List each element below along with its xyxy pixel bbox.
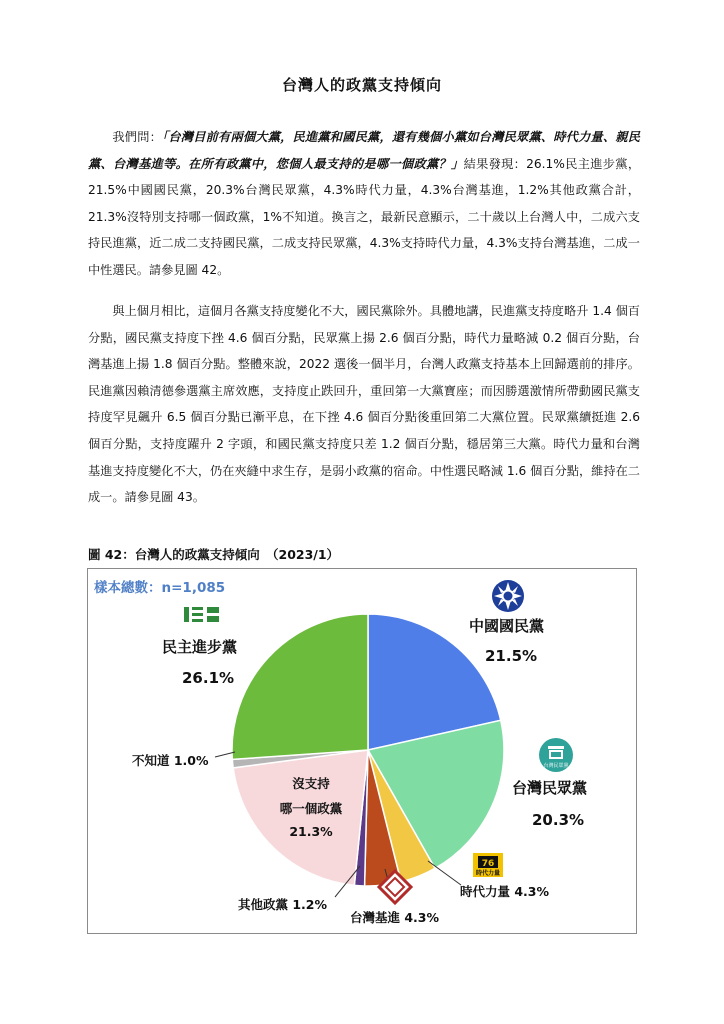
- tpp-logo-text: 台灣民眾黨: [543, 763, 569, 769]
- paragraph-1: [88, 124, 640, 284]
- neutral-label-line2: 哪一個政黨: [279, 801, 343, 816]
- survey-question: 「台灣目前有兩個大黨，民進黨和國民黨，還有幾個小黨如台灣民眾黨、時代力量、親民黨、台灣基進等。在所有政黨中，您個人最支持的是哪一個政黨？」: [88, 130, 640, 171]
- pie-slices: [232, 614, 504, 886]
- figure-caption: 圖 42：台灣人的政黨支持傾向 （2023/1）: [88, 547, 340, 562]
- tpp-label: 台灣民眾黨: [512, 779, 588, 797]
- paragraph-2-body: 與上個月相比，這個月各黨支持度變化不大，國民黨除外。具體地講，民進黨支持度略升 1.4 個百分點，國民黨支持度下挫 4.6 個百分點，民眾黨上揚 2.6 個百分點，時代力量略減 0.2 個百分點，台灣基進上揚 1.8 個百分點。整體來說，2022 選後一個半月，台灣人政黨支持基本上回歸選前的排序。民進黨因賴清德參選黨主席效應，支持度止跌回升，重回第一大黨寶座；而因勝選激情所帶動國民黨支持度罕見飆升 6.5 個百分點已漸平息，在下挫 4.6 個百分點後重回第二大黨位置。民眾黨續挺進 2.6 個百分點，支持度躍升 2 字頭，和國民黨支持度只差 1.2 個百分點，穩居第三大黨。時代力量和台灣基進支持度變化不大，仍在夾縫中求生存，是弱小政黨的宿命。中性選民略減 1.6 個百分點，維持在二成一。請參見圖 43。: [88, 304, 640, 505]
- pie-slice-neutral: [233, 750, 368, 885]
- tpp-percent: 20.3%: [532, 811, 585, 829]
- dpp-percent: 26.1%: [182, 669, 235, 687]
- pie-slice-dpp: [232, 614, 368, 759]
- kmt-logo-icon: [492, 580, 524, 612]
- svg-text:76: 76: [481, 859, 495, 869]
- sample-size-label: 樣本總數：n=1,085: [94, 580, 226, 596]
- npp-label: 時代力量 4.3%: [460, 884, 550, 899]
- pie-chart-figure: [87, 568, 637, 934]
- npp-logo-text: 時代力量: [475, 870, 501, 877]
- paragraph-1-body: 結果發現：26.1%民主進步黨，21.5%中國國民黨，20.3%台灣民眾黨，4.3%時代力量，4.3%台灣基進，1.2%其他政黨合計，21.3%沒特別支持哪一個政黨，1%不知道。換言之，最新民意顯示，二十歲以上台灣人中，二成六支持民進黨，近二成二支持國民黨，二成支持民眾黨，4.3%支持時代力量，4.3%支持台灣基進，二成一中性選民。請參見圖 42。: [88, 156, 641, 277]
- dpp-label: 民主進步黨: [162, 638, 238, 656]
- page-title: 台灣人的政黨支持傾向: [281, 76, 442, 94]
- tpp-logo-icon: [539, 738, 573, 772]
- kmt-label: 中國國民黨: [469, 617, 545, 635]
- unknown-label: 不知道 1.0%: [132, 753, 209, 768]
- other-label: 其他政黨 1.2%: [238, 897, 328, 912]
- paragraph-2: [88, 298, 640, 511]
- npp-logo-icon: [473, 853, 503, 877]
- dpp-logo-icon: [184, 605, 222, 627]
- neutral-label-line1: 沒支持: [292, 776, 330, 791]
- leader-line-npp: [428, 861, 461, 885]
- neutral-percent: 21.3%: [289, 824, 333, 839]
- kmt-percent: 21.5%: [485, 647, 538, 665]
- question-lead: 我們問：: [112, 130, 163, 144]
- tsp-label: 台灣基進 4.3%: [350, 910, 440, 925]
